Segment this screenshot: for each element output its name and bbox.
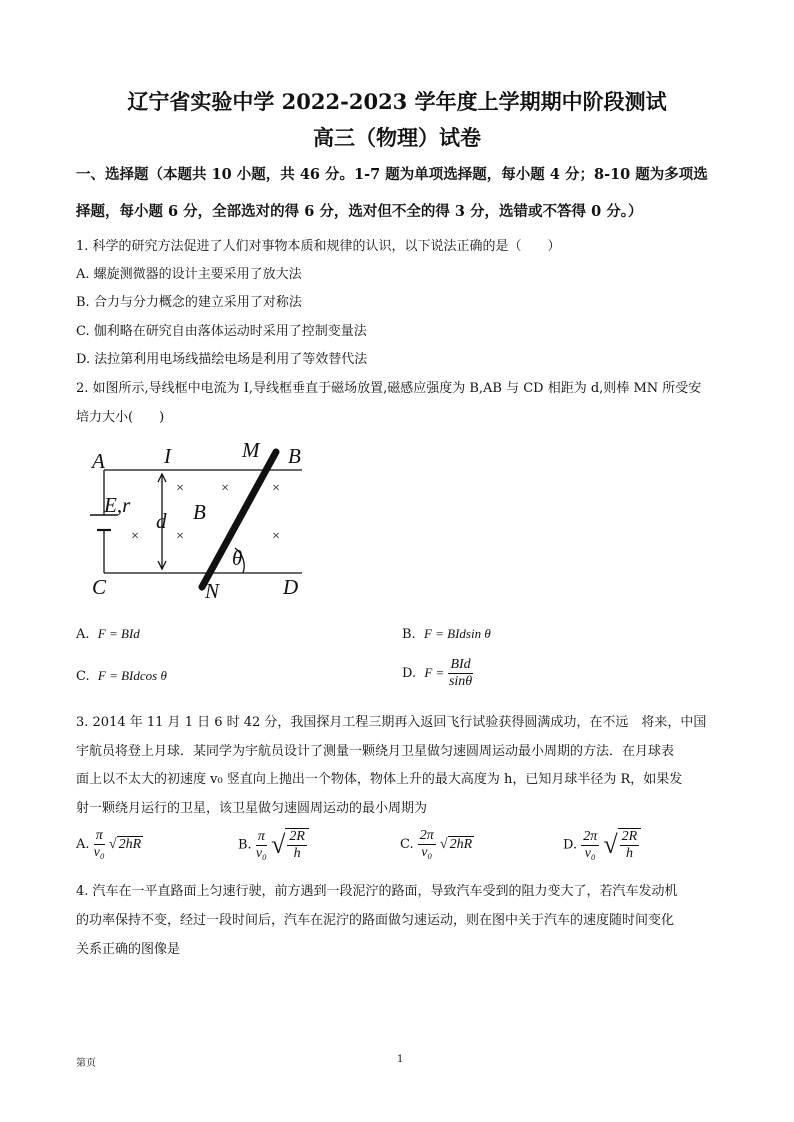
fraction-denominator: v₀ [93, 845, 105, 860]
label-er: E,r [104, 493, 131, 517]
fraction [418, 828, 436, 861]
q2-option-b [402, 626, 491, 642]
option-letter: B. [402, 627, 416, 642]
page-number: 1 [397, 1054, 404, 1065]
radicand: 2hR [449, 837, 473, 852]
label-d: d [156, 509, 167, 533]
option-letter: D. [402, 666, 417, 681]
q3-option-a [76, 828, 143, 861]
fraction [581, 829, 599, 862]
option-letter: A. [76, 627, 90, 642]
square-root: √ 2hR [108, 837, 142, 852]
fraction [256, 829, 267, 862]
label-theta: θ [232, 546, 243, 570]
cross-mark: × [130, 529, 140, 544]
q1-option-d: D. 法拉第利用电场线描绘电场是利用了等效替代法 [76, 352, 368, 367]
fraction-denominator: v₀ [255, 845, 267, 861]
q2-option-d [402, 657, 473, 690]
q4-line2: 的功率保持不变，经过一段时间后，汽车在泥泞的路面做匀速运动，则在图中关于汽车的速度随时间变化 [76, 913, 675, 928]
q3-line3: 面上以不太大的初速度 v₀ 竖直向上抛出一个物体，物体上升的最大高度为 h，已知月球半径为 R，如果发 [76, 772, 683, 787]
label-i: I [164, 444, 171, 468]
q3-line1: 3. 2014 年 11 月 1 日 6 时 42 分，我国探月工程三期再入返回飞行试验获得圆满成功，在不远 将来，中国 [76, 715, 707, 730]
option-letter: A. [76, 837, 90, 852]
q3-option-b [238, 828, 309, 862]
option-expr: F = BId [97, 626, 140, 641]
exam-title: 辽宁省实验中学 2022-2023 学年度上学期期中阶段测试 [127, 89, 667, 114]
q1-option-a: A. 螺旋测微器的设计主要采用了放大法 [76, 267, 302, 282]
fraction-numerator: 2R [289, 829, 305, 844]
fraction-numerator: 2R [621, 829, 638, 844]
footer-label: 第页 [76, 1058, 96, 1069]
fraction-denominator: h [293, 846, 301, 861]
q4-line3: 关系正确的图像是 [76, 942, 181, 957]
q4-line1: 4. 汽车在一平直路面上匀速行驶，前方遇到一段泥泞的路面，导致汽车受到的阻力变大了，若汽车发动机 [76, 884, 678, 899]
q2-option-c [76, 668, 167, 684]
exam-subtitle: 高三（物理）试卷 [313, 125, 481, 150]
fraction-numerator: π [256, 829, 267, 846]
option-expr: F = BIdcos θ [97, 668, 167, 683]
fraction-denominator: v₀ [584, 845, 596, 861]
label-a: A [92, 449, 105, 473]
option-letter: C. [400, 837, 414, 852]
q3-line4: 射一颗绕月运行的卫星，该卫星做匀速圆周运动的最小周期为 [76, 801, 428, 816]
option-letter: B. [238, 837, 252, 853]
cross-mark: × [175, 481, 185, 496]
square-root: √ $\frac{2R}{h}$ [271, 828, 309, 862]
section-header-line1: 一、选择题（本题共 10 小题，共 46 分。1-7 题为单项选择题，每小题 4 分；8-10 题为多项选 [76, 166, 708, 183]
cross-mark: × [175, 529, 185, 544]
label-b-mid: B [193, 500, 206, 524]
option-letter: C. [76, 669, 90, 684]
q2-stem-line2: 培力大小( ) [76, 410, 165, 425]
cross-mark: × [271, 529, 281, 544]
fraction-denominator: sinθ [448, 674, 473, 689]
fraction-denominator: h [625, 846, 633, 861]
q1-stem: 1. 科学的研究方法促进了人们对事物本质和规律的认识，以下说法正确的是（ ） [76, 239, 561, 254]
label-n: N [205, 579, 220, 603]
option-lhs: F = [424, 665, 445, 680]
cross-mark: × [271, 481, 281, 496]
fraction-numerator: 2π [419, 828, 434, 843]
circuit-figure [80, 430, 340, 610]
q1-option-b: B. 合力与分力概念的建立采用了对称法 [76, 295, 302, 310]
q3-option-c [400, 828, 474, 861]
square-root: √ $\frac{2R}{h}$ [603, 828, 641, 862]
cross-mark: × [220, 481, 230, 496]
q1-option-c: C. 伽利略在研究自由落体运动时采用了控制变量法 [76, 324, 367, 339]
q2-stem-line1: 2. 如图所示,导线框中电流为 I,导线框垂直于磁场放置,磁感应强度为 B,AB 与 CD 相距为 d,则棒 MN 所受安 [76, 381, 702, 396]
q3-line2: 宇航员将登上月球．某同学为宇航员设计了测量一颗绕月卫星做匀速圆周运动最小周期的方法．在月球表 [76, 744, 675, 759]
fraction-numerator: 2π [583, 828, 598, 844]
option-expr: F = BIdsin θ [423, 626, 491, 641]
fraction [94, 828, 105, 861]
option-letter: D. [563, 837, 578, 853]
square-root: √ 2hR [439, 837, 473, 852]
radicand: 2hR [118, 837, 142, 852]
fraction-numerator: π [94, 828, 105, 845]
fraction-denominator: v₀ [421, 845, 433, 860]
q2-option-a [76, 626, 140, 642]
label-c: C [92, 575, 107, 599]
label-d-corner: D [283, 575, 299, 599]
label-b-top: B [288, 444, 301, 468]
label-m: M [242, 438, 260, 462]
fraction-numerator: BId [450, 657, 471, 672]
q3-option-d [563, 828, 641, 862]
section-header-line2: 择题，每小题 6 分，全部选对的得 6 分，选对但不全的得 3 分，选错或不答得 0 分。） [76, 203, 643, 220]
fraction [448, 657, 472, 690]
